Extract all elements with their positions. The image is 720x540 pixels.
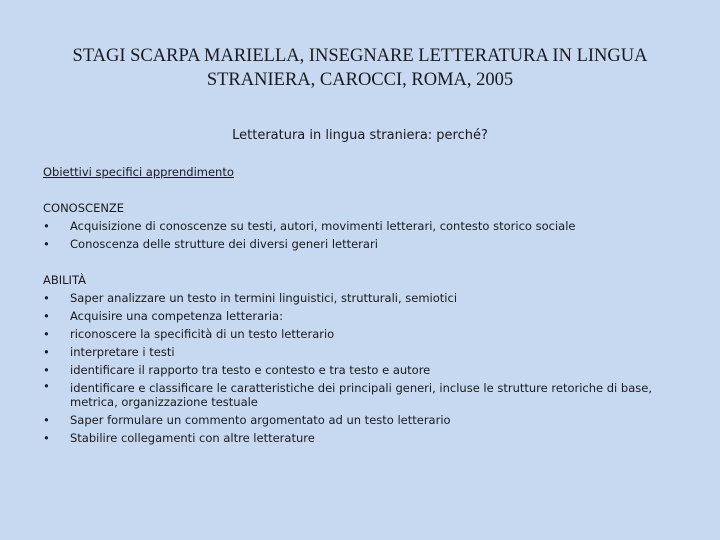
bullet-icon: • — [43, 363, 50, 377]
bullet-icon: • — [43, 237, 50, 251]
bullet-icon: • — [43, 413, 50, 427]
list-item — [43, 379, 673, 411]
list-item-text: Saper analizzare un testo in termini linguistici, strutturali, semiotici — [70, 291, 458, 305]
list-item-text: riconoscere la specificità di un testo letterario — [70, 327, 335, 341]
list-item — [43, 361, 673, 379]
list-item — [43, 325, 673, 343]
conoscenze-list — [43, 217, 673, 253]
list-item-text: identificare e classificare le caratteristiche dei principali generi, incluse le strutture retoriche di base, metrica, organizzazione testuale — [70, 381, 652, 409]
list-item — [43, 289, 673, 307]
bullet-icon: • — [43, 379, 50, 393]
list-item-text: identificare il rapporto tra testo e contesto e tra testo e autore — [70, 363, 431, 377]
abilita-list — [43, 289, 673, 447]
bullet-icon: • — [43, 327, 50, 341]
bullet-icon: • — [43, 431, 50, 445]
list-item-text: Conoscenza delle strutture dei diversi generi letterari — [70, 237, 378, 251]
bullet-icon: • — [43, 219, 50, 233]
list-item-text: interpretare i testi — [70, 345, 175, 359]
abilita-title: ABILITÀ — [43, 273, 86, 287]
list-item — [43, 429, 673, 447]
slide-subtitle: Letteratura in lingua straniera: perché? — [232, 128, 488, 143]
list-item — [43, 307, 673, 325]
slide-content — [43, 163, 673, 447]
slide-title: STAGI SCARPA MARIELLA, INSEGNARE LETTERATURA IN LINGUA STRANIERA, CAROCCI, ROMA, 2005 — [72, 46, 648, 90]
list-item-text: Stabilire collegamenti con altre letterature — [70, 431, 315, 445]
bullet-icon: • — [43, 309, 50, 323]
list-item — [43, 411, 673, 429]
bullet-icon: • — [43, 291, 50, 305]
bullet-icon: • — [43, 345, 50, 359]
list-item — [43, 343, 673, 361]
conoscenze-title: CONOSCENZE — [43, 201, 125, 215]
list-item-text: Saper formulare un commento argomentato ad un testo letterario — [70, 413, 451, 427]
section-heading: Obiettivi specifici apprendimento — [43, 165, 234, 179]
list-item — [43, 217, 673, 235]
conoscenze-group — [43, 199, 673, 253]
list-item-text: Acquisire una competenza letteraria: — [70, 309, 283, 323]
list-item-text: Acquisizione di conoscenze su testi, autori, movimenti letterari, contesto storico sociale — [70, 219, 576, 233]
list-item — [43, 235, 673, 253]
abilita-group — [43, 271, 673, 447]
